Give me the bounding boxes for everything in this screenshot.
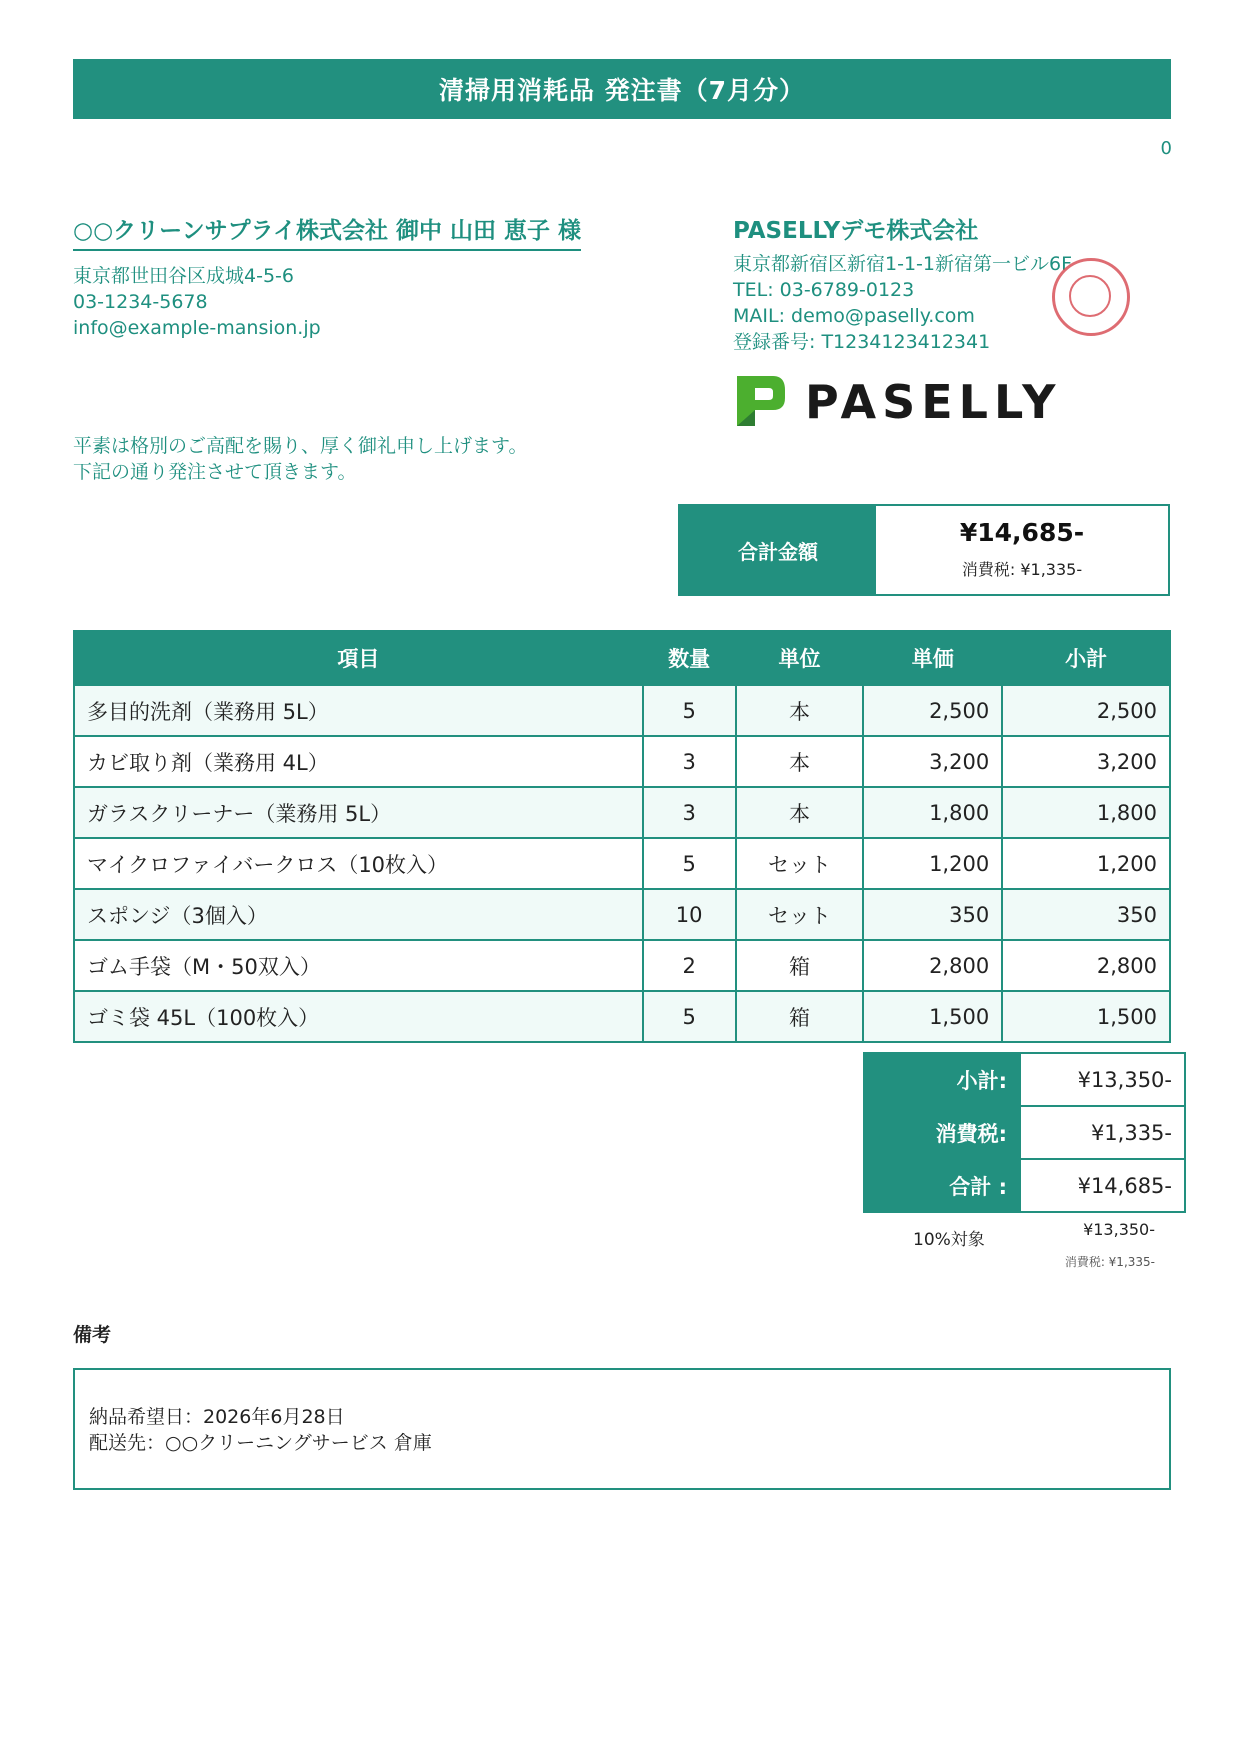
item-price: 350: [863, 889, 1002, 940]
greeting-line-2: 下記の通り発注させて頂きます。: [73, 461, 357, 483]
item-unit: 箱: [736, 991, 864, 1042]
tax-rate-tax: 消費税: ¥1,335-: [1064, 1255, 1155, 1269]
remarks-heading: 備考: [73, 1324, 112, 1346]
sender-mail: MAIL: demo@paselly.com: [733, 305, 975, 327]
item-name: 多目的洗剤（業務用 5L）: [74, 685, 643, 736]
page-number: 0: [1160, 138, 1172, 159]
sender-name: PASELLYデモ株式会社: [733, 218, 979, 244]
item-unit: セット: [736, 889, 864, 940]
item-subtotal: 2,800: [1002, 940, 1170, 991]
remarks-box: [73, 1368, 1171, 1490]
summary-subtotal-label: 小計:: [864, 1053, 1020, 1106]
column-header-unit: 単位: [736, 631, 864, 685]
item-unit: 本: [736, 736, 864, 787]
sender-tel: TEL: 03-6789-0123: [733, 279, 915, 301]
sender-address: 東京都新宿区新宿1-1-1新宿第一ビル6F: [733, 253, 1072, 275]
column-header-subtotal: 小計: [1002, 631, 1170, 685]
company-seal-stamp-icon: [1052, 258, 1130, 336]
table-row: [74, 787, 1170, 838]
total-amount-value: ¥14,685-: [959, 518, 1085, 547]
item-qty: 3: [643, 787, 736, 838]
column-header-price: 単価: [863, 631, 1002, 685]
summary-total-value: ¥14,685-: [1020, 1159, 1185, 1212]
tax-rate-amount: ¥13,350-: [1083, 1220, 1155, 1239]
items-table: [73, 630, 1171, 1043]
item-qty: 5: [643, 838, 736, 889]
table-row: [74, 940, 1170, 991]
item-unit: 本: [736, 685, 864, 736]
item-qty: 10: [643, 889, 736, 940]
recipient-phone: 03-1234-5678: [73, 291, 208, 313]
item-subtotal: 1,500: [1002, 991, 1170, 1042]
item-subtotal: 350: [1002, 889, 1170, 940]
item-unit: 本: [736, 787, 864, 838]
sender-registration: 登録番号: T1234123412341: [733, 331, 991, 353]
summary-total-label: 合計 :: [864, 1159, 1020, 1212]
item-subtotal: 1,800: [1002, 787, 1170, 838]
item-name: マイクロファイバークロス（10枚入）: [74, 838, 643, 889]
item-name: ガラスクリーナー（業務用 5L）: [74, 787, 643, 838]
item-price: 1,500: [863, 991, 1002, 1042]
table-row: [74, 889, 1170, 940]
greeting-line-1: 平素は格別のご高配を賜り、厚く御礼申し上げます。: [73, 435, 528, 457]
summary-tax-value: ¥1,335-: [1020, 1106, 1185, 1159]
total-amount-box: [678, 504, 1170, 596]
svg-text:PASELLY: PASELLY: [805, 375, 1062, 429]
recipient-name: ○○クリーンサプライ株式会社 御中 山田 恵子 様: [73, 212, 581, 251]
column-header-item: 項目: [74, 631, 643, 685]
item-unit: 箱: [736, 940, 864, 991]
item-price: 2,500: [863, 685, 1002, 736]
summary-subtotal-value: ¥13,350-: [1020, 1053, 1185, 1106]
remarks-line-1: 納品希望日：2026年6月28日: [89, 1406, 345, 1428]
summary-table: [863, 1052, 1186, 1213]
document-title: 清掃用消耗品 発注書（7月分）: [73, 59, 1171, 119]
column-header-qty: 数量: [643, 631, 736, 685]
item-qty: 5: [643, 991, 736, 1042]
item-name: カビ取り剤（業務用 4L）: [74, 736, 643, 787]
item-qty: 3: [643, 736, 736, 787]
total-amount-tax: 消費税: ¥1,335-: [961, 560, 1083, 579]
table-row: [74, 685, 1170, 736]
summary-tax-label: 消費税:: [864, 1106, 1020, 1159]
item-name: ゴミ袋 45L（100枚入）: [74, 991, 643, 1042]
remarks-line-2: 配送先：○○クリーニングサービス 倉庫: [89, 1432, 432, 1454]
item-subtotal: 2,500: [1002, 685, 1170, 736]
table-row: [74, 991, 1170, 1042]
tax-rate-label: 10%対象: [913, 1230, 985, 1250]
table-row: [74, 838, 1170, 889]
item-name: ゴム手袋（M・50双入）: [74, 940, 643, 991]
item-name: スポンジ（3個入）: [74, 889, 643, 940]
recipient-block: [73, 212, 633, 341]
item-subtotal: 1,200: [1002, 838, 1170, 889]
table-row: [74, 736, 1170, 787]
item-price: 1,200: [863, 838, 1002, 889]
recipient-address: 東京都世田谷区成城4-5-6: [73, 265, 294, 287]
item-price: 3,200: [863, 736, 1002, 787]
item-price: 2,800: [863, 940, 1002, 991]
item-subtotal: 3,200: [1002, 736, 1170, 787]
recipient-email: info@example-mansion.jp: [73, 317, 321, 339]
item-unit: セット: [736, 838, 864, 889]
greeting-text: [73, 433, 527, 485]
total-amount-label: 合計金額: [680, 506, 876, 594]
item-qty: 2: [643, 940, 736, 991]
item-qty: 5: [643, 685, 736, 736]
item-price: 1,800: [863, 787, 1002, 838]
paselly-logo: [733, 370, 1073, 436]
